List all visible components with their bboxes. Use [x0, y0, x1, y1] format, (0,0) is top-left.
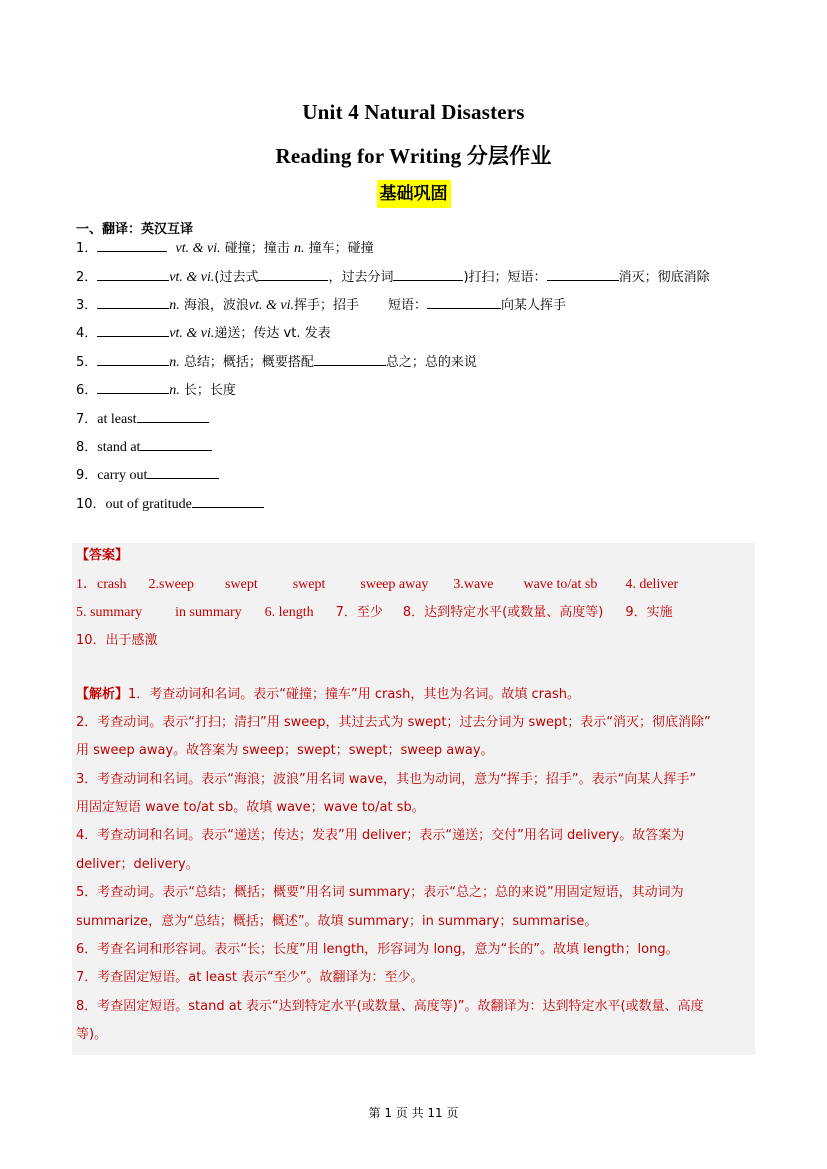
- analysis-line: 用固定短语 wave to/at sb。故填 wave；wave to/at sb。: [76, 800, 425, 815]
- question-1: 1． vt. & vi. 碰撞；撞击 n. 撞车；碰撞: [76, 238, 374, 258]
- answer-row-2: 5. summary in summary 6. length 7．至少 8．达到特定水平(或数量、高度等) 9．实施: [76, 605, 673, 620]
- answer-blank[interactable]: [147, 465, 219, 479]
- analysis-line: 4．考查动词和名词。表示“递送；传达；发表”用 deliver；表示“递送；交付”用名词 delivery。故答案为: [76, 828, 685, 843]
- analysis-line: 7．考查固定短语。at least 表示“至少”。故翻译为：至少。: [76, 970, 424, 985]
- page-footer: 第 1 页 共 11 页: [368, 1106, 459, 1120]
- document-subtitle: Reading for Writing 分层作业: [275, 144, 552, 168]
- answer-blank[interactable]: [97, 380, 169, 394]
- answer-row-3: 10．出于感激: [76, 633, 158, 648]
- analysis-line: 6．考查名词和形容词。表示“长；长度”用 length，形容词为 long，意为“长的”。故填 length；long。: [76, 942, 679, 957]
- question-5: 5． n. 总结；概括；概要搭配 总之；总的来说: [76, 352, 477, 372]
- level-badge: 基础巩固: [377, 180, 451, 208]
- answer-blank[interactable]: [258, 267, 328, 281]
- answer-blank[interactable]: [192, 494, 264, 508]
- answer-blank[interactable]: [97, 238, 167, 252]
- answer-heading: 【答案】: [76, 548, 129, 563]
- answer-blank[interactable]: [97, 295, 169, 309]
- question-2: 2． vt. & vi.(过去式 ，过去分词 )打扫；短语： 消灭；彻底消除: [76, 267, 710, 287]
- analysis-line: deliver；delivery。: [76, 857, 199, 872]
- question-9: 9．carry out: [76, 465, 219, 485]
- analysis-line: 8．考查固定短语。stand at 表示“达到特定水平(或数量、高度等)”。故翻译为：达到特定水平(或数量、高度: [76, 999, 704, 1014]
- answer-blank[interactable]: [547, 267, 619, 281]
- question-number: 1．: [76, 241, 98, 256]
- answer-blank[interactable]: [393, 267, 463, 281]
- answer-blank[interactable]: [427, 295, 501, 309]
- analysis-line-1: 【解析】1．考查动词和名词。表示“碰撞；撞车”用 crash，其也为名词。故填 crash。: [76, 687, 580, 702]
- answer-blank[interactable]: [97, 352, 169, 366]
- answer-blank[interactable]: [137, 409, 209, 423]
- question-6: 6． n. 长；长度: [76, 380, 236, 400]
- question-3: 3． n. 海浪，波浪vt. & vi.挥手；招手 短语： 向某人挥手: [76, 295, 566, 315]
- question-4: 4． vt. & vi.递送；传达 vt. 发表: [76, 323, 331, 343]
- answer-row-1: 1．crash 2.sweep swept swept sweep away 3.wave wave to/at sb 4. deliver: [76, 577, 679, 592]
- analysis-line: 等)。: [76, 1027, 108, 1042]
- analysis-line: 2．考查动词。表示“打扫；清扫”用 sweep，其过去式为 swept；过去分词为 swept；表示“消灭；彻底消除”: [76, 715, 711, 730]
- analysis-line: summarize，意为“总结；概括；概述”。故填 summary；in summary；summarise。: [76, 914, 598, 929]
- answer-blank[interactable]: [314, 352, 386, 366]
- analysis-line: 5．考查动词。表示“总结；概括；概要”用名词 summary；表示“总之；总的来说”用固定短语，其动词为: [76, 885, 684, 900]
- answer-blank[interactable]: [140, 437, 212, 451]
- analysis-line: 用 sweep away。故答案为 sweep；swept；swept；sweep away。: [76, 743, 494, 758]
- question-10: 10．out of gratitude: [76, 494, 264, 514]
- document-title: Unit 4 Natural Disasters: [302, 100, 525, 124]
- answer-blank[interactable]: [97, 323, 169, 337]
- section-heading: 一、翻译：英汉互译: [76, 222, 194, 237]
- analysis-heading: 【解析】: [76, 687, 129, 702]
- badge-wrapper: [0, 180, 827, 208]
- question-7: 7．at least: [76, 409, 209, 429]
- answer-blank[interactable]: [97, 267, 169, 281]
- analysis-line: 3．考查动词和名词。表示“海浪；波浪”用名词 wave，其也为动词，意为“挥手；招手”。表示“向某人挥手”: [76, 772, 697, 787]
- question-8: 8．stand at: [76, 437, 212, 457]
